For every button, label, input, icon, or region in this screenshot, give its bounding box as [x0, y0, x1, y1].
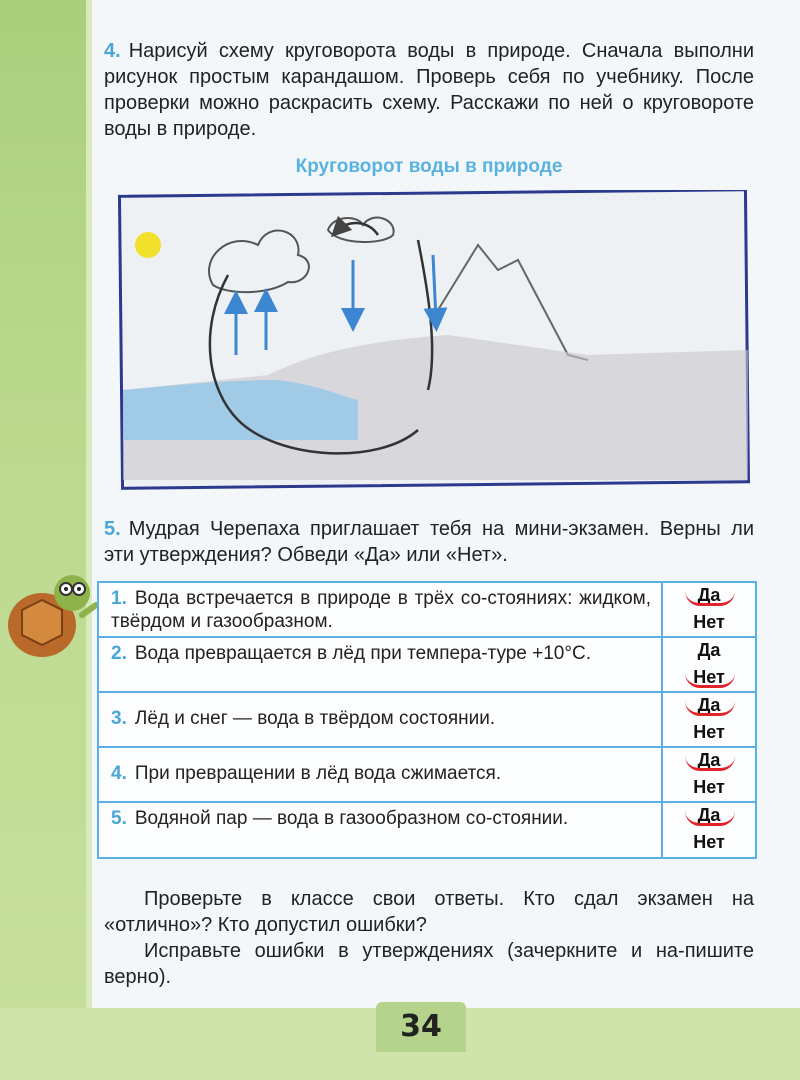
answer-cell — [661, 583, 755, 636]
turtle-illustration — [2, 565, 98, 665]
statement-body: Вода встречается в природе в трёх со-стояниях: жидком, твёрдом и газообразном. — [111, 588, 651, 632]
task-4-body: Нарисуй схему круговорота воды в природе. Сначала выполни рисунок простым карандашом. Проверь себя по учебнику. После проверки можно раскрасить схему. Расскажи по ней о круговороте воды в природе. — [104, 40, 754, 140]
statement-text — [111, 642, 651, 665]
answer-mark — [685, 591, 735, 606]
answer-yes[interactable]: Да — [697, 585, 721, 605]
page-number: 34 — [376, 1002, 466, 1052]
answer-cell — [661, 803, 755, 858]
statement-text — [111, 587, 651, 633]
task-5-number: 5. — [104, 518, 121, 540]
check-instruction: Проверьте в классе свои ответы. Кто сдал экзамен на «отлично»? Кто допустил ошибки? — [104, 888, 754, 936]
answer-no[interactable]: Нет — [693, 777, 725, 797]
task-4-text — [104, 38, 754, 142]
statement-body: Водяной пар — вода в газообразном со-стоянии. — [134, 808, 569, 829]
statement-body: Лёд и снег — вода в твёрдом состоянии. — [134, 708, 496, 729]
answer-no[interactable]: Нет — [693, 832, 725, 852]
answer-cell — [661, 693, 755, 746]
answer-yes[interactable]: Да — [697, 640, 721, 660]
statement-row — [99, 803, 755, 858]
statement-row — [99, 748, 755, 803]
left-decor-band — [0, 0, 92, 1080]
answer-mark — [685, 756, 735, 771]
answer-mark — [685, 811, 735, 826]
statement-number: 5. — [111, 808, 127, 829]
answer-mark — [685, 701, 735, 716]
scheme-title: Круговорот воды в природе — [295, 156, 563, 177]
answer-no[interactable]: Нет — [693, 722, 725, 742]
water-cycle-drawing — [118, 190, 754, 490]
statement-number: 4. — [111, 763, 127, 784]
statement-body: При превращении в лёд вода сжимается. — [134, 763, 502, 784]
answer-yes[interactable]: Да — [697, 805, 721, 825]
statement-number: 1. — [111, 588, 127, 609]
fix-instruction: Исправьте ошибки в утверждениях (зачеркните и на-пишите верно). — [104, 940, 754, 988]
answer-yes[interactable]: Да — [697, 750, 721, 770]
statement-text — [111, 807, 651, 830]
answer-no[interactable]: Нет — [693, 612, 725, 632]
statement-number: 3. — [111, 708, 127, 729]
task-5-body: Мудрая Черепаха приглашает тебя на мини-экзамен. Верны ли эти утверждения? Обведи «Да» или «Нет». — [104, 518, 754, 566]
answer-yes[interactable]: Да — [697, 695, 721, 715]
statements-table — [97, 581, 757, 859]
answer-mark — [685, 673, 735, 688]
task-4-number: 4. — [104, 40, 121, 62]
answer-cell — [661, 748, 755, 801]
statement-row — [99, 693, 755, 748]
statement-row — [99, 638, 755, 693]
sun-icon — [135, 232, 161, 258]
statement-text — [111, 707, 651, 730]
statement-number: 2. — [111, 643, 127, 664]
statement-text — [111, 762, 651, 785]
statement-row — [99, 583, 755, 638]
statement-body: Вода превращается в лёд при темпера-туре +10°C. — [134, 643, 591, 664]
answer-no[interactable]: Нет — [693, 667, 725, 687]
task-5-text — [104, 516, 754, 568]
answer-cell — [661, 638, 755, 691]
